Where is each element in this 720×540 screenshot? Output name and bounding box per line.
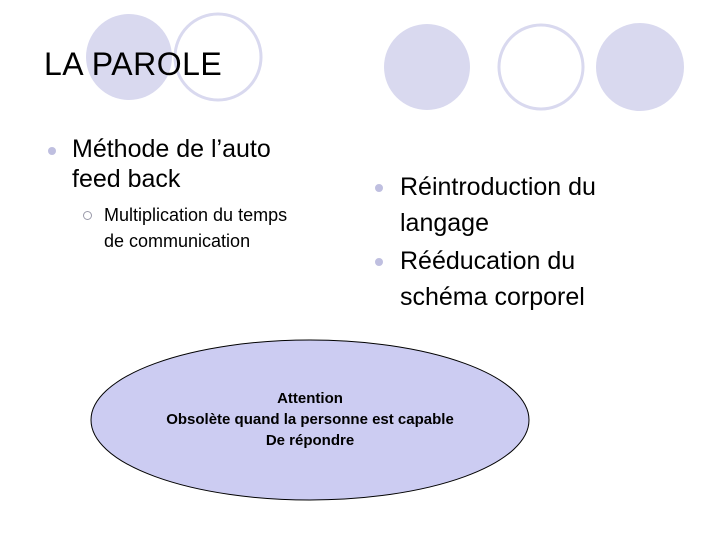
left-sub-line1: Multiplication du temps xyxy=(104,205,288,225)
right-item1-line1: Réintroduction du xyxy=(400,173,596,201)
callout xyxy=(100,388,520,451)
right-item2-line2: schéma corporel xyxy=(400,283,585,311)
callout-line2: Obsolète quand la personne est capable xyxy=(166,411,454,428)
left-item-line1: Méthode de l’auto xyxy=(72,135,271,163)
slide-title: LA PAROLE xyxy=(44,46,223,82)
right-item1-line2: langage xyxy=(400,209,489,237)
callout-line1: Attention xyxy=(277,390,343,407)
left-sub-line2: de communication xyxy=(104,231,251,251)
left-item-line2: feed back xyxy=(72,165,181,193)
right-item2-line1: Rééducation du xyxy=(400,247,576,275)
callout-line3: De répondre xyxy=(265,432,355,449)
